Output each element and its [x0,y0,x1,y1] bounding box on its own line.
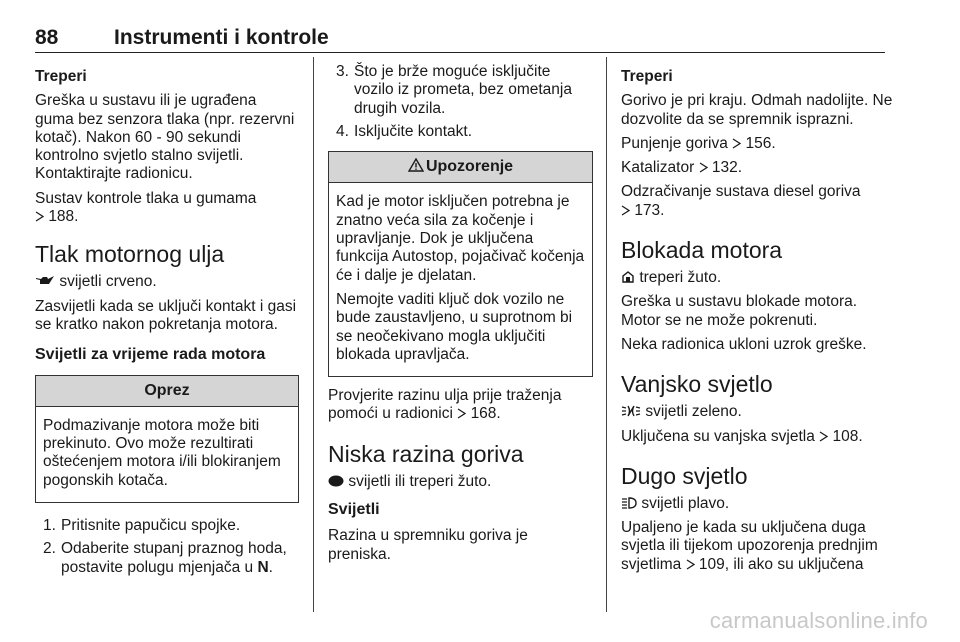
list-item: 3. Što je brže moguće isključite vozilo iz prometa, bez ometanja drugih vozila. [336,63,572,117]
paragraph: Greška u sustavu ili je ugrađena guma bez senzora tlaka (npr. rezervni kotač). Nakon 60 - 90 sekundi kontrolno svjetlo stalno svijetli. Kontaktirajte radionicu. [35,92,295,183]
page-link[interactable]: 173. [634,201,665,219]
status-line: svijetli zeleno. [621,403,893,421]
fuel-indicator-icon [328,475,344,487]
page-reference-icon [699,162,708,173]
paragraph: Neka radionica ukloni uzrok greške. [621,335,867,353]
section-title-low-fuel: Niska razina goriva [328,440,524,467]
status-line: svijetli ili treperi žuto. [328,473,593,491]
page-reference-icon [732,138,741,149]
page-link[interactable]: 132. [711,159,743,177]
section-heading: Treperi [621,68,673,85]
paragraph: Greška u sustavu blokade motora. Motor se ne može pokrenuti. [621,293,858,329]
section-title-high-beam: Dugo svjetlo [621,462,748,489]
cross-reference: Upaljeno je kada su uključena duga svjetla ili tijekom upozorenja prednjim svjetlima 109, ili ako su uključena [621,519,878,573]
column-3 [621,68,893,580]
page-number: 88 [35,26,59,49]
warning-text: Kad je motor isključen potrebna je znatno veća sila za kočenje i upravljanje. Dok je uključena funkcija Autostop, pojačivač kočenja će i dalje je djelatan. [336,193,585,284]
list-item: 1. Pritisnite papučicu spojke. [43,517,241,535]
page-link[interactable]: 108. [832,427,863,445]
status-line: svijetli plavo. [621,495,893,513]
paragraph: Zasvijetli kada se uključi kontakt i gasi se kratko nakon pokretanja motora. [35,297,297,333]
subsection-heading: Svijetli za vrijeme rada motora [35,346,266,364]
column-1 [35,68,299,582]
column-divider [606,57,607,612]
section-title-exterior-light: Vanjsko svjetlo [621,371,773,398]
subsection-heading: Svijetli [328,501,380,519]
caution-text: Podmazivanje motora može biti prekinuto. Ovo može rezultirati oštećenjem motora i/ili blokiranjem pogonskih kotača. [43,416,281,489]
page-reference-icon [621,205,630,216]
cross-reference: Sustav kontrole tlaka u gumama 188. [35,189,257,226]
warning-text: Nemojte vaditi ključ dok vozilo ne bude zaustavljeno, u suprotnom bi se neočekivano mogla uključiti blokada upravljača. [336,290,573,363]
cross-reference: Odzračivanje sustava diesel goriva 173. [621,183,861,219]
cross-reference: Punjenje goriva 156. [621,134,776,152]
column-divider [313,57,314,612]
warning-triangle-icon [408,158,424,172]
list-item: 2. Odaberite stupanj praznog hoda, postavite polugu mjenjača u N. [43,540,287,576]
warning-title: Upozorenje [329,152,592,183]
paragraph: Provjerite razinu ulja prije traženja pomoći u radionici 168. [328,387,562,423]
status-line: treperi žuto. [621,269,893,287]
page-link[interactable]: 156. [745,134,776,152]
warning-box [328,151,593,377]
watermark: carmanualsonline.info [709,608,928,633]
cross-reference: Katalizator 132. [621,159,743,177]
page-link[interactable]: 168. [470,405,501,423]
caution-box [35,375,299,503]
section-heading: Treperi [35,68,87,85]
section-title-oil-pressure: Tlak motornog ulja [35,241,225,268]
list-item: 4. Isključite kontakt. [336,122,473,140]
page-reference-icon [686,559,695,570]
page-title: Instrumenti i kontrole [114,26,329,49]
immobiliser-icon [621,270,635,283]
high-beam-icon [621,497,637,509]
exterior-light-icon [621,405,641,417]
steps-list [328,63,593,141]
paragraph: Gorivo je pri kraju. Odmah nadolijte. Ne dozvolite da se spremnik isprazni. [621,92,893,128]
page-reference-icon [819,431,828,442]
steps-list [35,517,299,577]
section-title-immobiliser: Blokada motora [621,237,783,264]
oil-can-icon [35,275,55,286]
page-header [35,26,885,53]
paragraph: Razina u spremniku goriva je preniska. [328,527,528,563]
cross-reference: Uključena su vanjska svjetla 108. [621,427,863,445]
page-reference-icon [457,408,466,419]
column-2 [328,63,593,570]
status-line: svijetli crveno. [35,273,299,291]
page-link[interactable]: 188. [48,208,79,226]
caution-title: Oprez [36,376,298,407]
page-reference-icon [35,211,44,222]
